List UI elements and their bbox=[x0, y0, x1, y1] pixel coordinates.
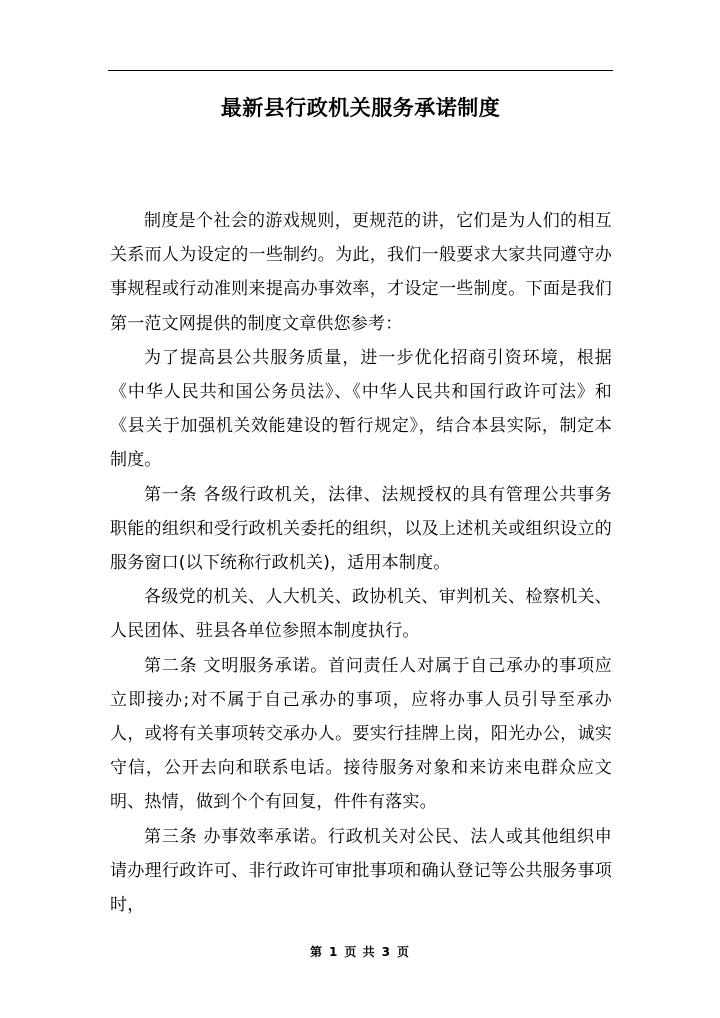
footer-prefix: 第 bbox=[310, 945, 324, 959]
footer-middle: 页 共 bbox=[344, 945, 376, 959]
page-footer bbox=[0, 943, 720, 961]
paragraph-article-1-scope: 各级党的机关、人大机关、政协机关、审判机关、检察机关、人民团体、驻县各单位参照本制度执行。 bbox=[110, 587, 612, 642]
paragraph-intro: 制度是个社会的游戏规则，更规范的讲，它们是为人们的相互关系而人为设定的一些制约。为此，我们一般要求大家共同遵守办事规程或行动准则来提高办事效率，才设定一些制度。下面是我们第一范文网提供的制度文章供您参考： bbox=[110, 211, 612, 334]
footer-suffix: 页 bbox=[396, 945, 410, 959]
footer-total-pages: 3 bbox=[381, 945, 391, 959]
document-title: 最新县行政机关服务承诺制度 bbox=[220, 96, 501, 120]
paragraph-article-1: 第一条 各级行政机关，法律、法规授权的具有管理公共事务职能的组织和受行政机关委托的组织，以及上述机关或组织设立的服务窗口(以下统称行政机关)，适用本制度。 bbox=[110, 484, 612, 574]
paragraph-article-2: 第二条 文明服务承诺。首问责任人对属于自己承办的事项应立即接办;对不属于自己承办的事项，应将办事人员引导至承办人，或将有关事项转交承办人。要实行挂牌上岗，阳光办公，诚实守信，公开去向和联系电话。接待服务对象和来访来电群众应文明、热情，做到个个有回复，件件有落实。 bbox=[110, 655, 612, 813]
paragraph-article-3: 第三条 办事效率承诺。行政机关对公民、法人或其他组织申请办理行政许可、非行政许可审批事项和确认登记等公共服务事项时， bbox=[110, 826, 612, 916]
document-body bbox=[110, 204, 612, 922]
footer-current-page: 1 bbox=[329, 945, 339, 959]
header-rule bbox=[108, 70, 613, 71]
paragraph-purpose: 为了提高县公共服务质量，进一步优化招商引资环境，根据《中华人民共和国公务员法》、《中华人民共和国行政许可法》和《县关于加强机关效能建设的暂行规定》，结合本县实际，制定本制度。 bbox=[110, 347, 612, 471]
